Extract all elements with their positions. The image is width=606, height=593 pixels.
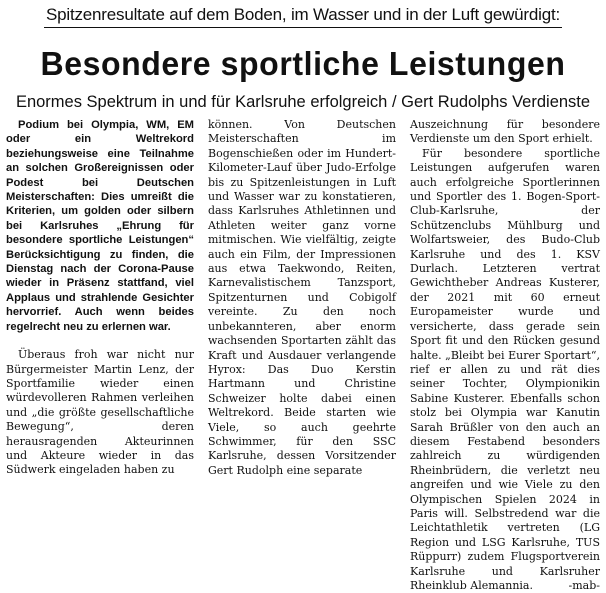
article-paragraph-2-part: Für besondere sportliche Leistungen aufgerufen waren auch erfolgreiche Sportlerinnen und Sportler des 1. Bogen-Sport-Club-Karlsruhe, der Schützenclubs Mühlburg und Wolfartsweier, des Budo-Club Karlsruhe und des 1. KSV Durlach. Letzteren vertrat Gewichtheber Andreas Kusterer, der 2021 mit 60 erneut Europameister wurde und versicherte, dass gerade sein Sport fit und den Rücken gesund halte. „Bleibt bei Eurer Sportart“, rief er allen zu und rät dies seiner Tochter, Olympionikin Sabine Kusterer. Ebenfalls schon stolz bei Olympia war Kanutin Sarah Brüßler von den auch an diesem Festabend besonders zahlreich zu würdigenden Rheinbrüdern, die verletzt neu angreifen und wie Viele zu den Olympischen Spielen 2024 in Paris will. Selbstredend war die Leichtathletik vertreten (LG Region und LSG Karlsruhe, TUS Rüppurr) zudem Flugsportverein Karlsruhe und Karlsruher Rheinklub Alemannia. -mab-: [410, 146, 600, 592]
column-3: [410, 118, 600, 593]
article-headline: Besondere sportliche Leistungen: [40, 45, 566, 82]
article-subline: Enormes Spektrum in und für Karlsruhe erfolgreich / Gert Rudolphs Verdienste: [15, 93, 591, 111]
column-2: [208, 118, 396, 478]
signature-inline: -mab-: [568, 579, 600, 592]
article-paragraph-1-continued: Auszeichnung für besondere Verdienste um den Sport erhielt.: [410, 118, 600, 146]
article-lead: Podium bei Olympia, WM, EM oder ein Weltrekord beziehungsweise eine Teilnahme an solchen Großereignissen oder Podest bei Deutschen Meisterschaften: Dies umreißt die Kriterien, um golden oder silbern bei Karlsruhes „Ehrung für besondere sportliche Leistungen“ Berücksichtigung zu finden, die Dienstag nach der Corona-Pause wieder in Präsenz stattfand, viel Applaus und strahlende Gesichter hervorrief. Auch wenn beides regelrecht neu zu erlernen war.: [6, 119, 194, 333]
article-paragraph-1-continued: können. Von Deutschen Meisterschaften im Bogenschießen oder im Hundert-Kilometer-Lauf über Judo-Erfolge bis zu Spitzenleistungen in Luft und Wasser war zu konstatieren, dass Karlsruhes Athletinnen und Athleten weiter ganz vorne mitmischen. Wie vielfältig, zeigte auch ein Film, der Impressionen aus etwa Taekwondo, Reiten, Karnevalistischem Tanzsport, Spitzenturnen und Cobigolf vereinte. Zu den noch unbekannteren, aber enorm wachsenden Sportarten zählt das Kraft und Ausdauer verlangende Hyrox: Das Duo Kerstin Hartmann und Christine Schweizer holte dabei einen Weltrekord. Beide starten wie Viele, so auch geehrte Schwimmer, für den SSC Karlsruhe, dessen Vorsitzender Gert Rudolph eine separate: [208, 118, 396, 477]
article-paragraph-1-part: Überaus froh war nicht nur Bürgermeister Martin Lenz, der Sportfamilie wieder einen würdevolleren Rahmen verleihen und „die größte gesellschaftliche Bewegung“, deren herausragenden Akteurinnen und Akteure wieder in das Südwerk eingeladen haben zu: [6, 348, 194, 477]
article-body: [6, 118, 602, 592]
column-1: [6, 118, 194, 478]
article-kicker: [0, 4, 606, 28]
kicker-text: Spitzenresultate auf dem Boden, im Wasser und in der Luft gewürdigt:: [44, 4, 562, 28]
